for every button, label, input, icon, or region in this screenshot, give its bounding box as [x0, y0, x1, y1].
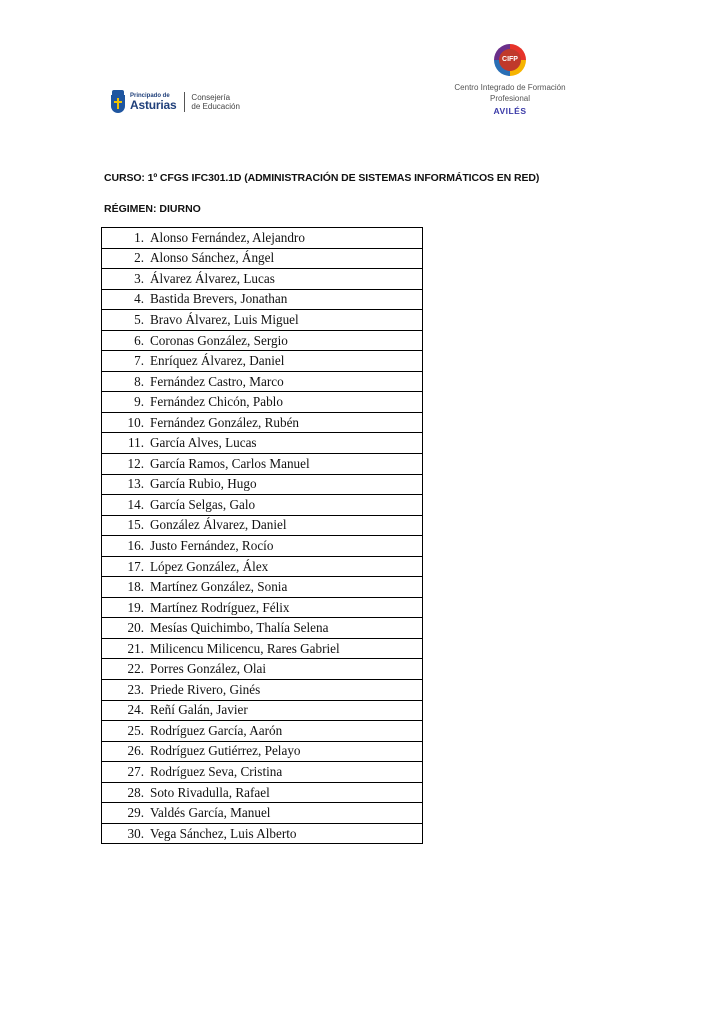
row-number: 21. — [127, 640, 144, 656]
table-row — [102, 433, 422, 454]
table-row — [102, 803, 422, 824]
regime-heading: RÉGIMEN: DIURNO — [104, 203, 201, 215]
table-row — [102, 639, 422, 660]
student-name: Bravo Álvarez, Luis Miguel — [150, 311, 299, 327]
table-row — [102, 331, 422, 352]
row-number: 2. — [134, 250, 144, 266]
asturias-crest-icon — [110, 90, 126, 114]
table-row — [102, 824, 422, 844]
table-row — [102, 351, 422, 372]
table-row — [102, 290, 422, 311]
student-name: Valdés García, Manuel — [150, 805, 271, 821]
row-number: 23. — [127, 681, 144, 697]
table-row — [102, 269, 422, 290]
student-name: Rodríguez Gutiérrez, Pelayo — [150, 743, 301, 759]
student-name: Fernández Castro, Marco — [150, 373, 284, 389]
row-number: 30. — [127, 825, 144, 841]
table-row — [102, 495, 422, 516]
student-name: García Selgas, Galo — [150, 496, 256, 512]
table-row — [102, 536, 422, 557]
student-name: Mesías Quichimbo, Thalía Selena — [150, 620, 329, 636]
table-row — [102, 701, 422, 722]
student-name: Porres González, Olai — [150, 661, 267, 677]
row-number: 13. — [127, 476, 144, 492]
student-name: Martínez González, Sonia — [150, 579, 288, 595]
table-row — [102, 413, 422, 434]
table-row — [102, 577, 422, 598]
row-number: 26. — [127, 743, 144, 759]
student-name: Reñí Galán, Javier — [150, 702, 248, 718]
cifp-logo — [440, 44, 580, 118]
cifp-city: AVILÉS — [493, 106, 527, 116]
student-name: Soto Rivadulla, Rafael — [150, 784, 270, 800]
student-name: Bastida Brevers, Jonathan — [150, 291, 288, 307]
row-number: 6. — [134, 332, 144, 348]
table-row — [102, 598, 422, 619]
student-name: Álvarez Álvarez, Lucas — [150, 270, 275, 286]
row-number: 22. — [127, 661, 144, 677]
row-number: 7. — [134, 353, 144, 369]
student-name: Milicencu Milicencu, Rares Gabriel — [150, 640, 340, 656]
cifp-badge-text: CIFP — [499, 49, 521, 71]
consejeria-line2: de Educación — [191, 102, 240, 111]
cifp-badge-icon — [494, 44, 526, 76]
table-row — [102, 557, 422, 578]
student-name: Rodríguez Seva, Cristina — [150, 763, 283, 779]
table-row — [102, 475, 422, 496]
student-list-table — [101, 227, 423, 844]
cifp-line1: Centro Integrado de Formación — [454, 83, 566, 92]
table-row — [102, 392, 422, 413]
student-name: Alonso Fernández, Alejandro — [150, 229, 305, 245]
row-number: 15. — [127, 517, 144, 533]
table-row — [102, 372, 422, 393]
row-number: 16. — [127, 537, 144, 553]
student-name: Rodríguez García, Aarón — [150, 722, 283, 738]
row-number: 29. — [127, 805, 144, 821]
row-number: 20. — [127, 620, 144, 636]
table-row — [102, 783, 422, 804]
row-number: 8. — [134, 373, 144, 389]
table-row — [102, 762, 422, 783]
student-name: García Alves, Lucas — [150, 435, 257, 451]
table-row — [102, 228, 422, 249]
table-row — [102, 310, 422, 331]
row-number: 17. — [127, 558, 144, 574]
student-name: González Álvarez, Daniel — [150, 517, 287, 533]
row-number: 28. — [127, 784, 144, 800]
row-number: 5. — [134, 311, 144, 327]
row-number: 4. — [134, 291, 144, 307]
student-name: Alonso Sánchez, Ángel — [150, 250, 275, 266]
consejeria-line1: Consejería — [191, 92, 231, 102]
student-name: García Rubio, Hugo — [150, 476, 257, 492]
row-number: 19. — [127, 599, 144, 615]
table-row — [102, 249, 422, 270]
cifp-line2: Profesional — [489, 94, 531, 103]
row-number: 14. — [127, 496, 144, 512]
asturias-logo — [110, 88, 240, 116]
table-row — [102, 680, 422, 701]
course-heading: CURSO: 1º CFGS IFC301.1D (ADMINISTRACIÓN DE SISTEMAS INFORMÁTICOS EN RED) — [104, 172, 540, 184]
student-name: Justo Fernández, Rocío — [150, 537, 274, 553]
asturias-logo-small: Principado de — [130, 93, 170, 99]
row-number: 27. — [127, 763, 144, 779]
student-name: Fernández Chicón, Pablo — [150, 394, 283, 410]
table-row — [102, 742, 422, 763]
student-name: Coronas González, Sergio — [150, 332, 288, 348]
student-name: Enríquez Álvarez, Daniel — [150, 353, 285, 369]
table-row — [102, 721, 422, 742]
student-name: Vega Sánchez, Luis Alberto — [150, 825, 297, 841]
asturias-logo-big: Asturias — [130, 98, 177, 112]
student-name: García Ramos, Carlos Manuel — [150, 455, 310, 471]
row-number: 1. — [134, 229, 144, 245]
table-row — [102, 516, 422, 537]
student-name: Fernández González, Rubén — [150, 414, 300, 430]
row-number: 24. — [127, 702, 144, 718]
student-name: Priede Rivero, Ginés — [150, 681, 261, 697]
row-number: 18. — [127, 579, 144, 595]
table-row — [102, 454, 422, 475]
row-number: 11. — [128, 435, 144, 451]
row-number: 10. — [127, 414, 144, 430]
student-name: López González, Álex — [150, 558, 269, 574]
row-number: 3. — [134, 270, 144, 286]
table-row — [102, 618, 422, 639]
student-name: Martínez Rodríguez, Félix — [150, 599, 290, 615]
row-number: 12. — [127, 455, 144, 471]
row-number: 25. — [127, 722, 144, 738]
row-number: 9. — [134, 394, 144, 410]
table-row — [102, 659, 422, 680]
logo-divider — [184, 92, 185, 112]
